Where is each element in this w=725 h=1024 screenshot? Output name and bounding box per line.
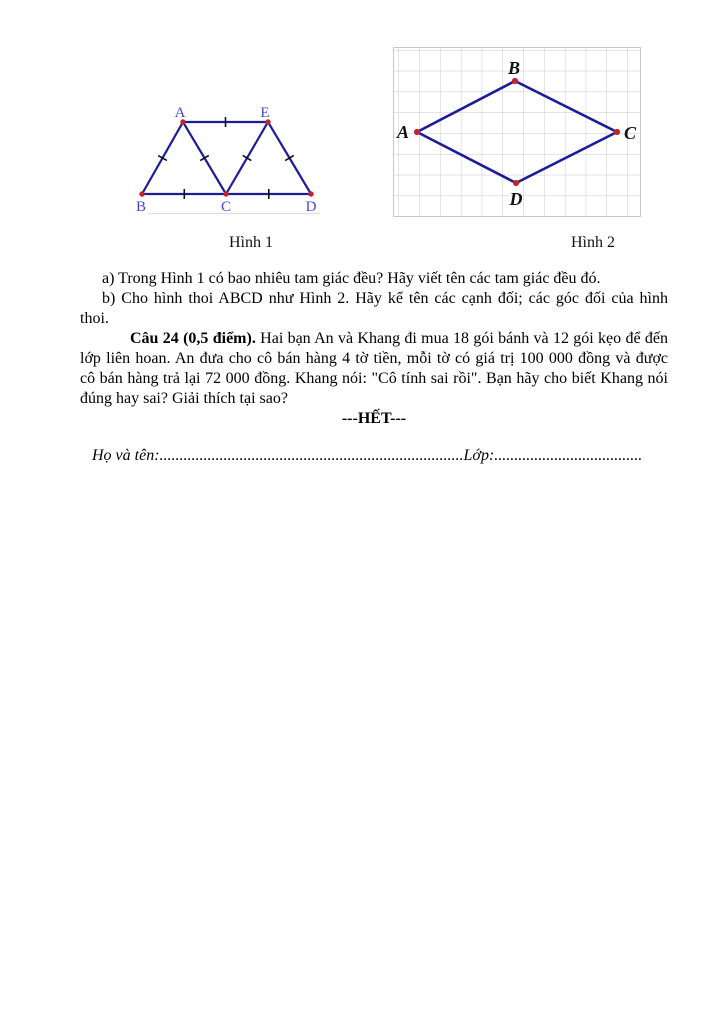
- cau24-line1: [80, 329, 668, 349]
- question-text-block: [80, 269, 668, 429]
- vertex-dots: [139, 119, 313, 196]
- label-A: A: [174, 105, 186, 121]
- hinh1-drawing: [130, 75, 322, 217]
- label-B: B: [135, 199, 147, 215]
- question-part-b-line2: thoi.: [80, 310, 109, 327]
- name-dotted-line: ............................................................................: [159, 447, 464, 464]
- figure2-caption: Hình 2: [571, 234, 615, 251]
- end-marker: ---HẾT---: [341, 410, 407, 427]
- hinh2-drawing: [393, 47, 641, 217]
- cau24-line3: cô bán hàng trả lại 72 000 đồng. Khang nói: "Cô tính sai rồi". Bạn hãy cho biết Khang nói: [80, 370, 668, 387]
- label-E: E: [260, 105, 270, 121]
- cau24-line4: đúng hay sai? Giải thích tại sao?: [80, 390, 288, 407]
- triangle-edges: [142, 122, 311, 194]
- cau24-heading: Câu 24 (0,5 điểm).: [130, 330, 256, 347]
- label-D: D: [509, 189, 523, 209]
- name-class-line: [80, 447, 668, 465]
- label-C: C: [220, 199, 232, 215]
- label-B: B: [507, 58, 521, 78]
- class-label: Lớp:: [463, 447, 495, 464]
- cau24-line2: lớp liên hoan. An đưa cho cô bán hàng 4 tờ tiền, mỗi tờ có giá trị 100 000 đồng và được: [80, 350, 668, 367]
- name-label: Họ và tên:: [92, 447, 160, 464]
- label-D: D: [305, 199, 317, 215]
- question-part-b-line1: b) Cho hình thoi ABCD như Hình 2. Hãy kể tên các cạnh đối; các góc đối của hình: [102, 290, 668, 307]
- figure1-caption: Hình 1: [229, 234, 273, 251]
- figure-hinh2: [393, 47, 641, 217]
- figure-hinh1: [130, 75, 322, 217]
- class-dotted-line: .....................................: [494, 447, 643, 464]
- cau24-line1-rest: Hai bạn An và Khang đi mua 18 gói bánh và 12 gói kẹo để đến: [255, 330, 668, 347]
- question-part-a: a) Trong Hình 1 có bao nhiêu tam giác đều? Hãy viết tên các tam giác đều đó.: [102, 270, 601, 287]
- label-A: A: [396, 122, 409, 142]
- label-C: C: [624, 123, 637, 143]
